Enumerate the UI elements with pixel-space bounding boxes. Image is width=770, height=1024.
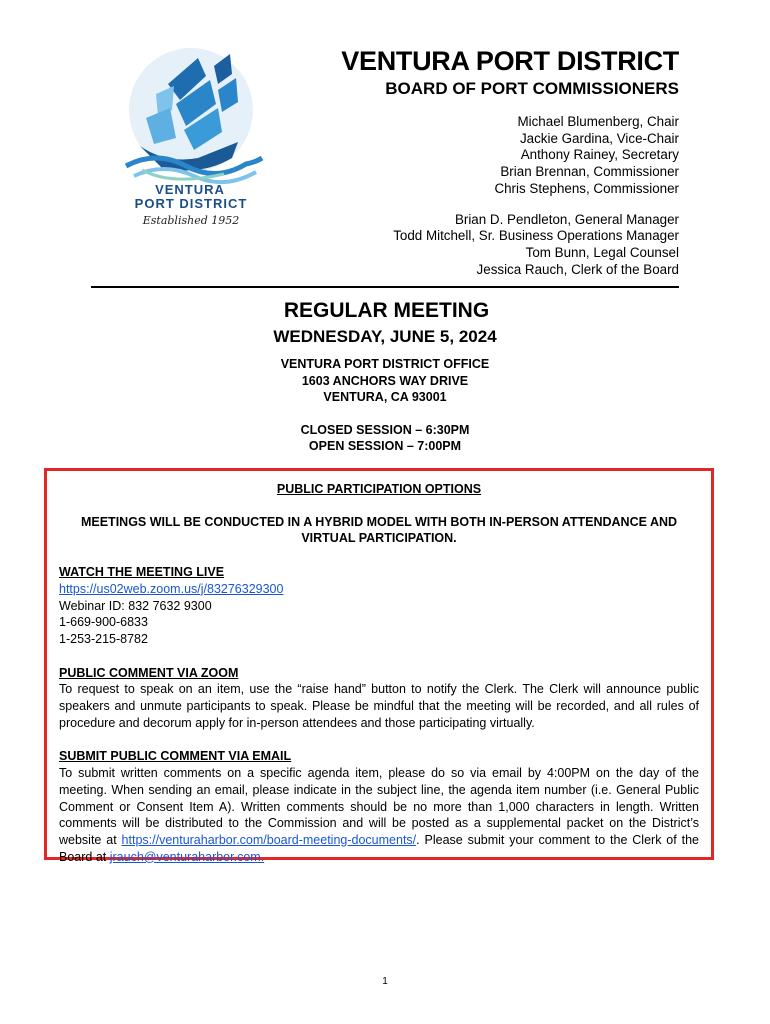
phone-number: 1-253-215-8782 xyxy=(59,631,148,646)
email-comment-section xyxy=(59,748,699,865)
address-line: VENTURA PORT DISTRICT OFFICE xyxy=(280,357,490,371)
address-line: 1603 ANCHORS WAY DRIVE xyxy=(301,373,469,388)
logo-text-port-district: PORT DISTRICT xyxy=(134,196,248,211)
hybrid-notice: MEETINGS WILL BE CONDUCTED IN A HYBRID MODEL WITH BOTH IN-PERSON ATTENDANCE AND VIRTUAL PARTICIPATION. xyxy=(80,514,678,546)
staff-entry: Todd Mitchell, Sr. Business Operations Manager xyxy=(393,228,679,244)
clerk-email-link[interactable]: jrauch@venturaharbor.com. xyxy=(109,849,265,864)
header-block xyxy=(341,46,679,278)
logo-text-established: Established 1952 xyxy=(142,214,240,227)
watch-heading: WATCH THE MEETING LIVE xyxy=(59,565,225,580)
meeting-info xyxy=(0,298,770,455)
page-number: 1 xyxy=(382,976,388,987)
meeting-address xyxy=(0,356,770,406)
meeting-sessions xyxy=(0,422,770,455)
commissioners-list xyxy=(341,114,679,198)
organization-name: VENTURA PORT DISTRICT xyxy=(341,46,679,76)
staff-entry: Tom Bunn, Legal Counsel xyxy=(525,244,679,260)
board-name: BOARD OF PORT COMMISSIONERS xyxy=(385,79,679,98)
logo-text-ventura: VENTURA xyxy=(155,182,225,197)
zoom-comment-heading: PUBLIC COMMENT VIA ZOOM xyxy=(59,665,239,680)
commissioner-entry: Michael Blumenberg, Chair xyxy=(517,114,679,129)
email-comment-text xyxy=(59,765,699,865)
address-line: VENTURA, CA 93001 xyxy=(323,390,447,404)
zoom-comment-text: To request to speak on an item, use the “raise hand” button to notify the Clerk. The Clerk will announce public speakers and unmute participants to speak. Please be mindful that the meeting will be recorded, and all rules of procedure and decorum apply for in-person attendees and those participating virtually. xyxy=(59,682,699,730)
staff-entry: Jessica Rauch, Clerk of the Board xyxy=(476,261,679,277)
phone-number: 1-669-900-6833 xyxy=(59,615,148,630)
staff-entry: Brian D. Pendleton, General Manager xyxy=(454,211,679,227)
zoom-meeting-link[interactable]: https://us02web.zoom.us/j/83276329300 xyxy=(59,581,284,596)
webinar-id: Webinar ID: 832 7632 9300 xyxy=(59,598,212,613)
ventura-port-district-logo xyxy=(106,46,276,236)
commissioner-entry: Brian Brennan, Commissioner xyxy=(500,164,679,180)
public-participation-box xyxy=(44,468,714,864)
watch-section xyxy=(59,564,699,648)
meeting-date: WEDNESDAY, JUNE 5, 2024 xyxy=(273,327,497,346)
commissioner-entry: Anthony Rainey, Secretary xyxy=(520,147,679,163)
commissioner-entry: Jackie Gardina, Vice-Chair xyxy=(519,130,679,146)
email-comment-text-part: To submit written comments on a specific agenda item, please do so via email by 4:00PM on the day of the meeting. When sending an email, please indicate in the subject line, the agenda item number (i.e. General Public Comment or Consent Item A). Written comments should be no more than 1,000 characters in length. Written comments will be distributed to the Commission and will be posted as a supplemental packet on the District’s website at xyxy=(59,766,699,847)
meeting-title: REGULAR MEETING xyxy=(283,299,490,322)
session-time: OPEN SESSION – 7:00PM xyxy=(308,439,462,453)
commissioner-entry: Chris Stephens, Commissioner xyxy=(494,180,679,196)
staff-list xyxy=(341,212,679,279)
email-comment-heading: SUBMIT PUBLIC COMMENT VIA EMAIL xyxy=(59,749,292,764)
zoom-comment-section xyxy=(59,665,699,732)
board-documents-link[interactable]: https://venturaharbor.com/board-meeting-documents/ xyxy=(121,832,417,847)
header-divider xyxy=(91,286,679,288)
participation-heading: PUBLIC PARTICIPATION OPTIONS xyxy=(276,482,482,496)
session-time: CLOSED SESSION – 6:30PM xyxy=(300,422,470,437)
email-comment-text-part: . Please submit your comment to the Clerk of the Board at xyxy=(59,832,699,864)
